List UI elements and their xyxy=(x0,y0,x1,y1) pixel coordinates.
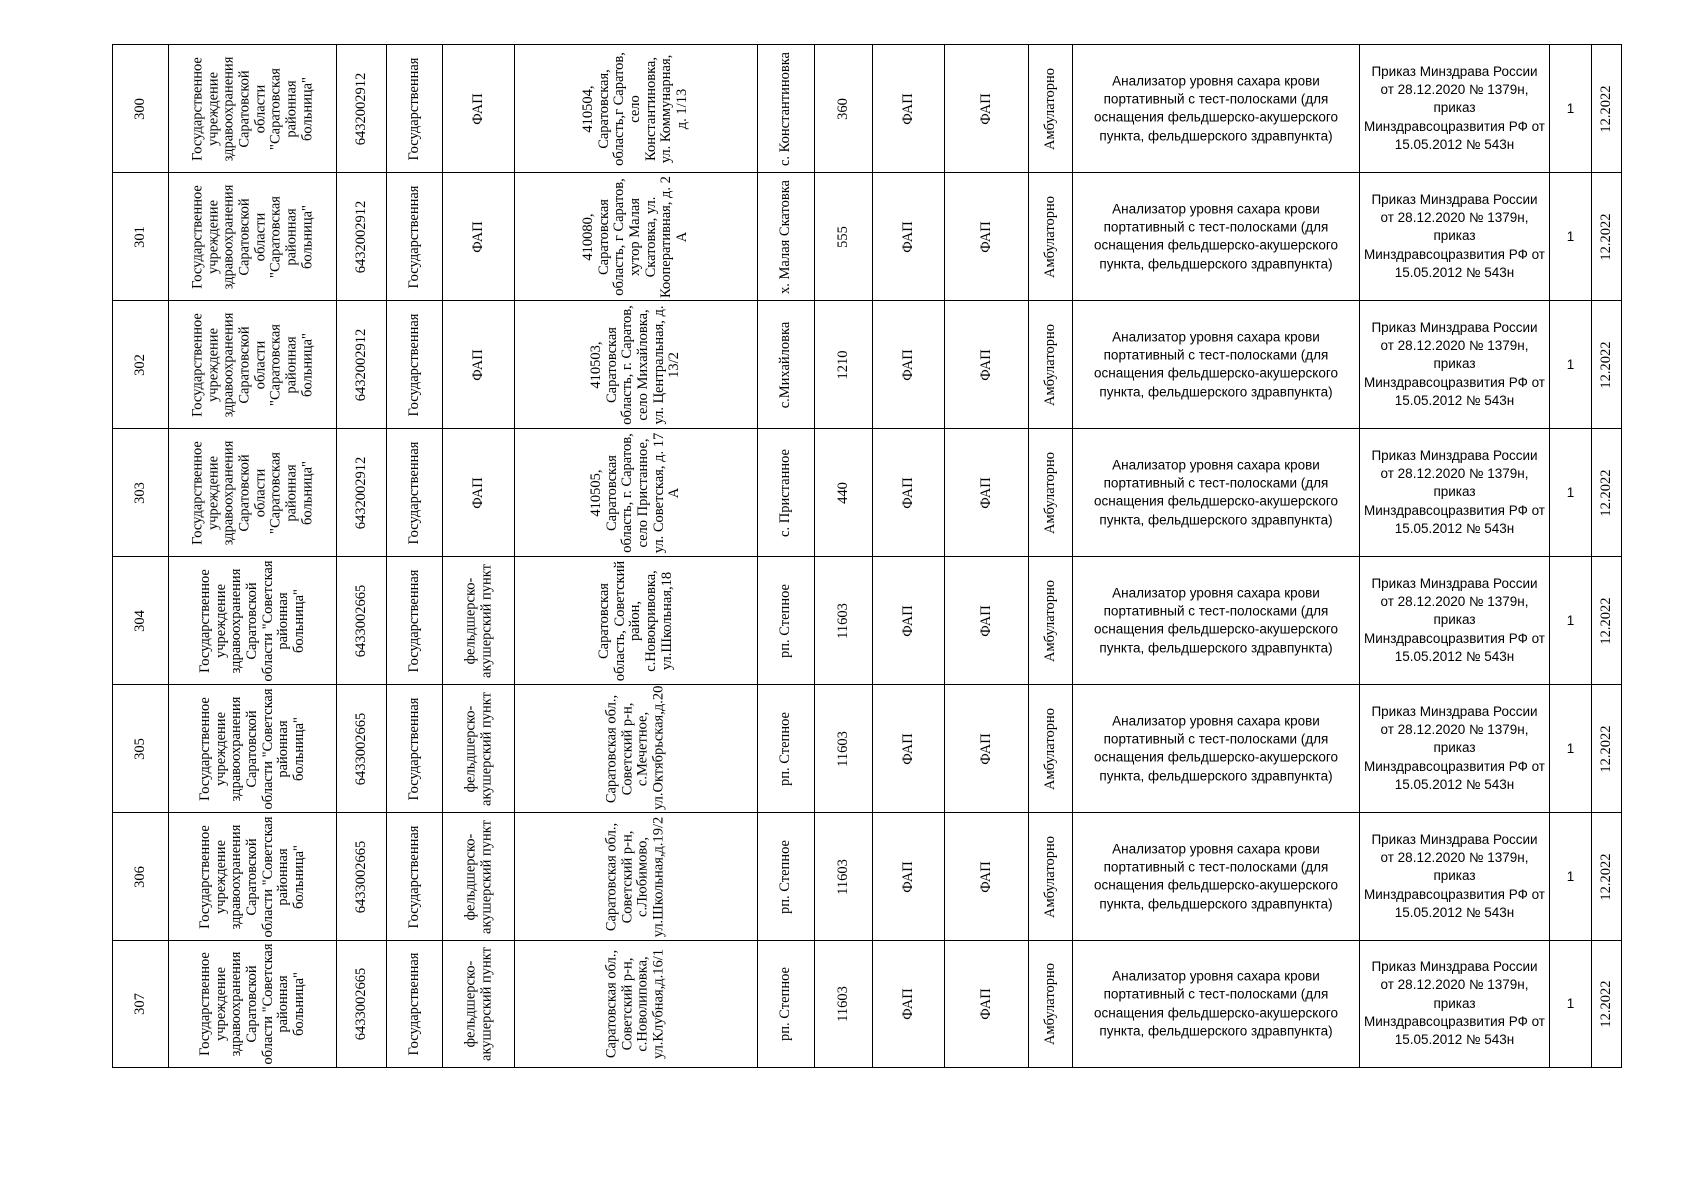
order-text: Приказ Минздрава России от 28.12.2020 № 1379н, приказ Минздравсоцразвития РФ от 15.05.2012 № 543н xyxy=(1363,959,1545,1048)
inn-text: 6433002665 xyxy=(352,840,369,913)
mode-text: Амбулаторно xyxy=(1041,195,1058,278)
cell-address xyxy=(514,685,757,812)
cell-ownership xyxy=(386,429,442,556)
address-text: Саратовская обл., Советский р-н, с.Мечетное, ул.Октябрьская,д.20 xyxy=(603,685,667,810)
cell-address xyxy=(514,173,757,300)
org-text: Государственное учреждение здравоохранения Саратовской области "Саратовская районная больница" xyxy=(188,56,315,161)
ownership-text: Государственная xyxy=(405,57,422,160)
cell-type xyxy=(442,301,514,428)
cell-population xyxy=(814,301,872,428)
inn-text: 6432002912 xyxy=(352,456,369,529)
date-text: 12.2022 xyxy=(1597,468,1614,517)
cell-locality xyxy=(757,685,814,812)
type-text: фельдшерско-акушерский пункт xyxy=(461,691,494,806)
equipment-text: Анализатор уровня сахара крови портативный с тест-полосками (для оснащения фельдшерско-акушерского пункта, фельдшерского здравпункта) xyxy=(1094,456,1338,527)
cell-date xyxy=(1591,429,1622,556)
cell-address xyxy=(514,557,757,684)
qty-text: 1 xyxy=(1566,868,1575,884)
ownership-text: Государственная xyxy=(405,825,422,928)
cell-unit2 xyxy=(944,45,1028,172)
population-text: 11603 xyxy=(834,730,851,767)
inn-text: 6432002912 xyxy=(352,200,369,273)
cell-unit1 xyxy=(872,45,944,172)
date-text: 12.2022 xyxy=(1597,980,1614,1028)
ownership-text: Государственная xyxy=(405,697,422,800)
order-text: Приказ Минздрава России от 28.12.2020 № 1379н, приказ Минздравсоцразвития РФ от 15.05.2012 № 543н xyxy=(1363,831,1545,921)
mode-text: Амбулаторно xyxy=(1041,962,1058,1046)
cell-num xyxy=(112,173,168,300)
qty-text: 1 xyxy=(1566,100,1575,116)
table-row xyxy=(112,556,1622,684)
org-text: Государственное учреждение здравоохранения Саратовской области "Саратовская районная больница" xyxy=(188,440,315,545)
mode-text: Амбулаторно xyxy=(1041,835,1058,918)
cell-qty xyxy=(1549,685,1591,812)
cell-type xyxy=(442,941,514,1067)
date-text: 12.2022 xyxy=(1597,852,1614,901)
cell-unit2 xyxy=(944,429,1028,556)
cell-equipment xyxy=(1072,685,1359,812)
mode-text: Амбулаторно xyxy=(1041,707,1058,790)
cell-num xyxy=(112,429,168,556)
cell-inn xyxy=(336,173,386,300)
unit1-text: ФАП xyxy=(899,604,916,637)
cell-population xyxy=(814,685,872,812)
cell-population xyxy=(814,557,872,684)
table-row xyxy=(112,44,1622,172)
cell-ownership xyxy=(386,557,442,684)
cell-population xyxy=(814,45,872,172)
cell-unit2 xyxy=(944,685,1028,812)
cell-locality xyxy=(757,429,814,556)
cell-address xyxy=(514,45,757,172)
inn-text: 6433002665 xyxy=(352,967,369,1041)
cell-equipment xyxy=(1072,557,1359,684)
order-text: Приказ Минздрава России от 28.12.2020 № 1379н, приказ Минздравсоцразвития РФ от 15.05.2012 № 543н xyxy=(1363,191,1545,281)
cell-order xyxy=(1359,173,1549,300)
type-text: ФАП xyxy=(469,476,486,509)
address-text: 410080, Саратовская область, г Саратов, хутор Малая Скатовка, ул. Кооперативная, д. 2 А xyxy=(580,175,691,298)
cell-population xyxy=(814,173,872,300)
cell-date xyxy=(1591,685,1622,812)
locality-text: х. Малая Скатовка xyxy=(777,179,794,294)
cell-unit1 xyxy=(872,173,944,300)
address-text: Саратовская обл., Советский р-н, с.Новолиповка, ул.Клубная,д.16/1 xyxy=(603,948,667,1060)
date-text: 12.2022 xyxy=(1597,340,1614,389)
mode-text: Амбулаторно xyxy=(1041,323,1058,406)
cell-qty xyxy=(1549,941,1591,1067)
table-row xyxy=(112,812,1622,940)
equipment-text: Анализатор уровня сахара крови портативный с тест-полосками (для оснащения фельдшерско-акушерского пункта, фельдшерского здравпункта) xyxy=(1094,72,1338,143)
unit1-text: ФАП xyxy=(899,92,916,125)
qty-text: 1 xyxy=(1566,740,1575,756)
cell-num xyxy=(112,941,168,1067)
equipment-text: Анализатор уровня сахара крови портативный с тест-полосками (для оснащения фельдшерско-акушерского пункта, фельдшерского здравпункта) xyxy=(1094,840,1338,911)
mode-text: Амбулаторно xyxy=(1041,451,1058,534)
cell-date xyxy=(1591,941,1622,1067)
address-text: 410503, Саратовская область, г. Саратов, село Михайловка, ул. Центральная, д. 13/2 xyxy=(588,304,683,425)
cell-qty xyxy=(1549,813,1591,940)
population-text: 11603 xyxy=(834,986,851,1022)
num-text: 306 xyxy=(131,865,148,888)
equipment-text: Анализатор уровня сахара крови портативный с тест-полосками (для оснащения фельдшерско-акушерского пункта, фельдшерского здравпункта) xyxy=(1094,200,1338,271)
cell-population xyxy=(814,813,872,940)
cell-mode xyxy=(1028,429,1072,556)
table-row xyxy=(112,172,1622,300)
cell-org xyxy=(168,45,336,172)
cell-mode xyxy=(1028,557,1072,684)
num-text: 301 xyxy=(131,225,148,248)
cell-unit1 xyxy=(872,301,944,428)
cell-qty xyxy=(1549,301,1591,428)
ownership-text: Государственная xyxy=(405,952,422,1056)
locality-text: рп. Степное xyxy=(777,967,794,1041)
cell-ownership xyxy=(386,173,442,300)
unit2-text: ФАП xyxy=(977,348,994,381)
cell-locality xyxy=(757,557,814,684)
org-text: Государственное учреждение здравоохранения Саратовской области "Саратовская районная больница" xyxy=(188,312,315,417)
cell-org xyxy=(168,685,336,812)
org-text: Государственное учреждение здравоохранения Саратовской области "Саратовская районная больница" xyxy=(188,184,315,289)
cell-address xyxy=(514,813,757,940)
address-text: 410504, Саратовская, область,г Саратов, село Константиновка, ул. Коммунарная, д. 1/13 xyxy=(580,51,691,166)
cell-type xyxy=(442,685,514,812)
cell-locality xyxy=(757,301,814,428)
type-text: ФАП xyxy=(469,348,486,381)
num-text: 302 xyxy=(131,353,148,376)
cell-mode xyxy=(1028,301,1072,428)
cell-qty xyxy=(1549,557,1591,684)
cell-inn xyxy=(336,557,386,684)
cell-type xyxy=(442,557,514,684)
address-text: Саратовская обл., Советский р-н, с.Любимово, ул.Школьная,д.19/2 xyxy=(603,816,667,937)
ownership-text: Государственная xyxy=(405,441,422,544)
population-text: 555 xyxy=(834,225,851,248)
mode-text: Амбулаторно xyxy=(1041,67,1058,150)
equipment-text: Анализатор уровня сахара крови портативный с тест-полосками (для оснащения фельдшерско-акушерского пункта, фельдшерского здравпункта) xyxy=(1094,712,1338,783)
org-text: Государственное учреждение здравоохранения Саратовской области "Советская районная больница" xyxy=(196,816,307,938)
order-text: Приказ Минздрава России от 28.12.2020 № 1379н, приказ Минздравсоцразвития РФ от 15.05.2012 № 543н xyxy=(1363,447,1545,537)
unit1-text: ФАП xyxy=(899,732,916,765)
cell-order xyxy=(1359,301,1549,428)
cell-unit1 xyxy=(872,685,944,812)
cell-type xyxy=(442,813,514,940)
qty-text: 1 xyxy=(1566,612,1575,628)
org-text: Государственное учреждение здравоохранения Саратовской области "Советская районная больница" xyxy=(196,688,307,810)
equipment-text: Анализатор уровня сахара крови портативный с тест-полосками (для оснащения фельдшерско-акушерского пункта, фельдшерского здравпункта) xyxy=(1094,968,1338,1039)
qty-text: 1 xyxy=(1566,995,1575,1011)
cell-org xyxy=(168,173,336,300)
cell-equipment xyxy=(1072,173,1359,300)
cell-qty xyxy=(1549,429,1591,556)
population-text: 440 xyxy=(834,481,851,504)
unit2-text: ФАП xyxy=(977,220,994,253)
cell-org xyxy=(168,557,336,684)
cell-org xyxy=(168,301,336,428)
type-text: фельдшерско-акушерский пункт xyxy=(461,563,494,678)
cell-date xyxy=(1591,173,1622,300)
cell-mode xyxy=(1028,813,1072,940)
cell-date xyxy=(1591,301,1622,428)
cell-num xyxy=(112,813,168,940)
unit1-text: ФАП xyxy=(899,476,916,509)
inn-text: 6432002912 xyxy=(352,328,369,401)
num-text: 300 xyxy=(131,97,148,120)
cell-unit2 xyxy=(944,813,1028,940)
cell-inn xyxy=(336,429,386,556)
cell-date xyxy=(1591,557,1622,684)
equipment-text: Анализатор уровня сахара крови портативный с тест-полосками (для оснащения фельдшерско-акушерского пункта, фельдшерского здравпункта) xyxy=(1094,328,1338,399)
cell-ownership xyxy=(386,685,442,812)
cell-unit1 xyxy=(872,429,944,556)
cell-order xyxy=(1359,45,1549,172)
cell-address xyxy=(514,429,757,556)
inn-text: 6433002665 xyxy=(352,584,369,657)
cell-inn xyxy=(336,45,386,172)
ownership-text: Государственная xyxy=(405,569,422,672)
cell-type xyxy=(442,429,514,556)
cell-locality xyxy=(757,941,814,1067)
cell-inn xyxy=(336,301,386,428)
cell-num xyxy=(112,685,168,812)
cell-ownership xyxy=(386,813,442,940)
locality-text: с.Михайловка xyxy=(777,321,794,408)
unit2-text: ФАП xyxy=(977,604,994,637)
cell-inn xyxy=(336,813,386,940)
num-text: 305 xyxy=(131,737,148,760)
cell-date xyxy=(1591,45,1622,172)
cell-equipment xyxy=(1072,813,1359,940)
order-text: Приказ Минздрава России от 28.12.2020 № 1379н, приказ Минздравсоцразвития РФ от 15.05.2012 № 543н xyxy=(1363,575,1545,665)
locality-text: рп. Степное xyxy=(777,711,794,786)
cell-unit2 xyxy=(944,557,1028,684)
locality-text: рп. Степное xyxy=(777,839,794,914)
cell-equipment xyxy=(1072,45,1359,172)
cell-unit2 xyxy=(944,301,1028,428)
table-row xyxy=(112,684,1622,812)
unit1-text: ФАП xyxy=(899,860,916,893)
qty-text: 1 xyxy=(1566,228,1575,244)
cell-ownership xyxy=(386,941,442,1067)
cell-address xyxy=(514,301,757,428)
cell-mode xyxy=(1028,685,1072,812)
cell-unit1 xyxy=(872,557,944,684)
num-text: 304 xyxy=(131,609,148,632)
cell-qty xyxy=(1549,45,1591,172)
population-text: 11603 xyxy=(834,602,851,639)
cell-org xyxy=(168,813,336,940)
ownership-text: Государственная xyxy=(405,185,422,288)
unit2-text: ФАП xyxy=(977,476,994,509)
date-text: 12.2022 xyxy=(1597,724,1614,773)
cell-date xyxy=(1591,813,1622,940)
type-text: фельдшерско-акушерский пункт xyxy=(461,819,494,934)
cell-order xyxy=(1359,557,1549,684)
cell-inn xyxy=(336,941,386,1067)
cell-inn xyxy=(336,685,386,812)
cell-unit1 xyxy=(872,813,944,940)
unit2-text: ФАП xyxy=(977,988,994,1020)
num-text: 307 xyxy=(131,993,148,1015)
mode-text: Амбулаторно xyxy=(1041,579,1058,662)
order-text: Приказ Минздрава России от 28.12.2020 № 1379н, приказ Минздравсоцразвития РФ от 15.05.2012 № 543н xyxy=(1363,319,1545,409)
cell-unit2 xyxy=(944,173,1028,300)
cell-mode xyxy=(1028,941,1072,1067)
cell-population xyxy=(814,429,872,556)
cell-num xyxy=(112,45,168,172)
unit1-text: ФАП xyxy=(899,220,916,253)
cell-type xyxy=(442,45,514,172)
order-text: Приказ Минздрава России от 28.12.2020 № 1379н, приказ Минздравсоцразвития РФ от 15.05.2012 № 543н xyxy=(1363,703,1545,793)
num-text: 303 xyxy=(131,481,148,504)
address-text: 410505, Саратовская область, г. Саратов, село Пристанное, ул. Советская, д. 17 А xyxy=(588,432,683,553)
cell-num xyxy=(112,301,168,428)
cell-type xyxy=(442,173,514,300)
cell-qty xyxy=(1549,173,1591,300)
locality-text: с. Пристанное xyxy=(777,448,794,537)
cell-ownership xyxy=(386,45,442,172)
cell-order xyxy=(1359,941,1549,1067)
qty-text: 1 xyxy=(1566,356,1575,372)
cell-order xyxy=(1359,429,1549,556)
table-row xyxy=(112,428,1622,556)
ownership-text: Государственная xyxy=(405,313,422,416)
unit2-text: ФАП xyxy=(977,732,994,765)
unit2-text: ФАП xyxy=(977,92,994,125)
equipment-text: Анализатор уровня сахара крови портативный с тест-полосками (для оснащения фельдшерско-акушерского пункта, фельдшерского здравпункта) xyxy=(1094,584,1338,655)
cell-org xyxy=(168,429,336,556)
cell-unit2 xyxy=(944,941,1028,1067)
unit1-text: ФАП xyxy=(899,988,916,1020)
date-text: 12.2022 xyxy=(1597,596,1614,645)
cell-locality xyxy=(757,45,814,172)
address-text: Саратовская область, Советский район, с.Новокривовка, ул.Школьная,18 xyxy=(595,560,675,681)
org-text: Государственное учреждение здравоохранения Саратовской области "Советская районная больница" xyxy=(196,560,307,682)
cell-num xyxy=(112,557,168,684)
cell-order xyxy=(1359,685,1549,812)
unit1-text: ФАП xyxy=(899,348,916,381)
cell-locality xyxy=(757,173,814,300)
locality-text: с. Константиновка xyxy=(777,51,794,166)
table-row xyxy=(112,940,1622,1068)
qty-text: 1 xyxy=(1566,484,1575,500)
cell-mode xyxy=(1028,173,1072,300)
date-text: 12.2022 xyxy=(1597,84,1614,133)
population-text: 11603 xyxy=(834,858,851,895)
population-text: 1210 xyxy=(834,350,851,379)
unit2-text: ФАП xyxy=(977,860,994,893)
cell-order xyxy=(1359,813,1549,940)
org-text: Государственное учреждение здравоохранения Саратовской области "Советская районная больница" xyxy=(196,943,307,1065)
order-text: Приказ Минздрава России от 28.12.2020 № 1379н, приказ Минздравсоцразвития РФ от 15.05.2012 № 543н xyxy=(1363,63,1545,153)
cell-org xyxy=(168,941,336,1067)
inn-text: 6432002912 xyxy=(352,72,369,145)
cell-unit1 xyxy=(872,941,944,1067)
cell-ownership xyxy=(386,301,442,428)
cell-equipment xyxy=(1072,429,1359,556)
cell-locality xyxy=(757,813,814,940)
cell-population xyxy=(814,941,872,1067)
type-text: фельдшерско-акушерский пункт xyxy=(461,947,494,1061)
date-text: 12.2022 xyxy=(1597,212,1614,261)
type-text: ФАП xyxy=(469,220,486,253)
inn-text: 6433002665 xyxy=(352,712,369,785)
population-text: 360 xyxy=(834,97,851,120)
type-text: ФАП xyxy=(469,92,486,125)
table-row xyxy=(112,300,1622,428)
cell-equipment xyxy=(1072,941,1359,1067)
cell-equipment xyxy=(1072,301,1359,428)
cell-address xyxy=(514,941,757,1067)
locality-text: рп. Степное xyxy=(777,583,794,658)
cell-mode xyxy=(1028,45,1072,172)
